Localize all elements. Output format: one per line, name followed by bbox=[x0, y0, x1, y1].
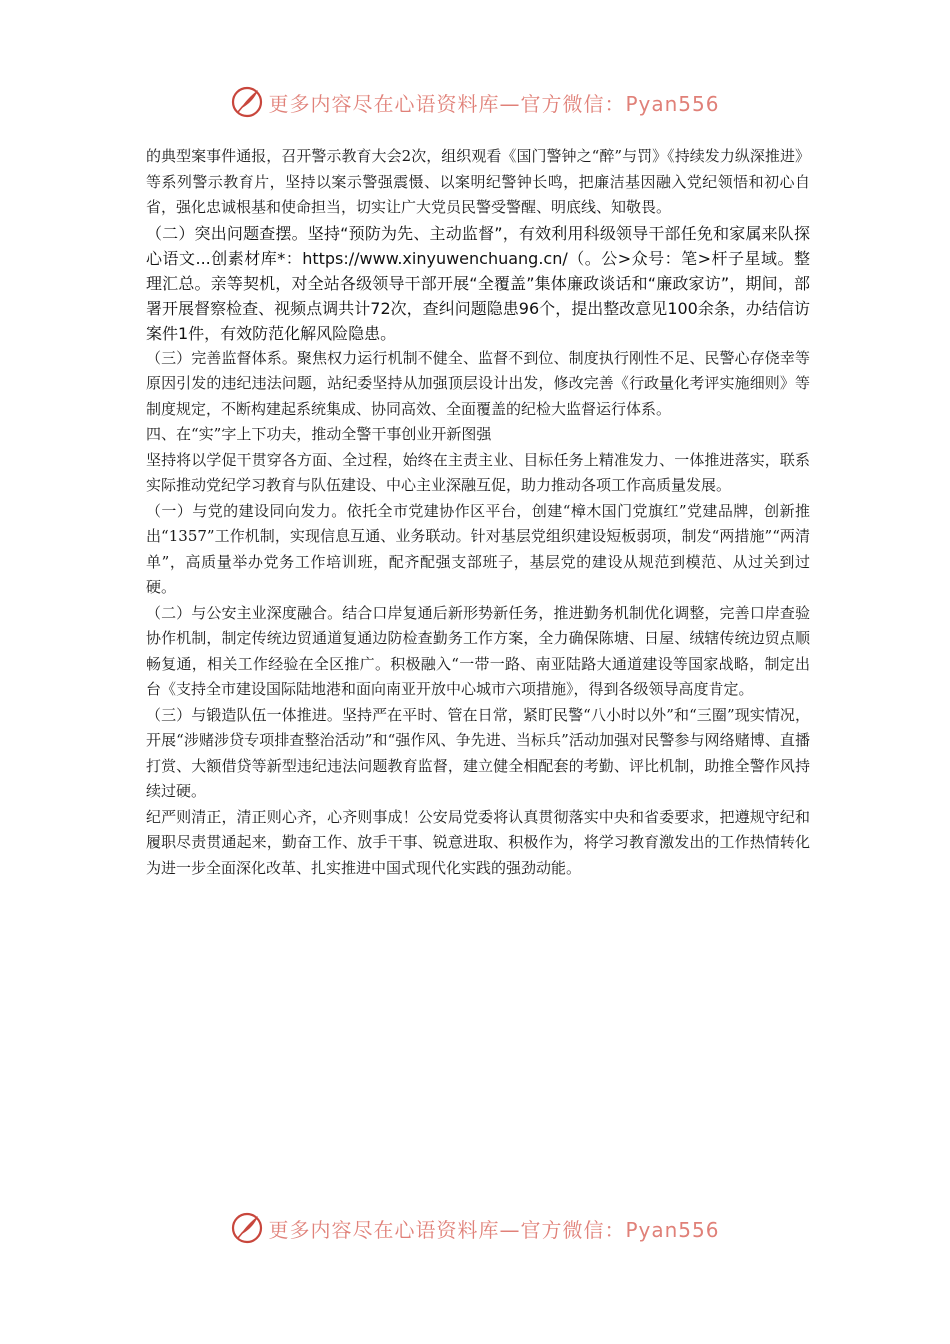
paragraph-8: （三）与锻造队伍一体推进。坚持严在平时、管在日常，紧盯民警“八小时以外”和“三圈”现实情况，开展“涉赌涉贷专项排查整治活动”和“强作风、争先进、当标兵”活动加强对民警参与网络赌博、直播打赏、大额借贷等新型违纪违法问题教育监督，建立健全相配套的考勤、评比机制，助推全警作风持续过硬。 bbox=[146, 705, 810, 800]
paragraph-5: 坚持将以学促干贯穿各方面、全过程，始终在主责主业、目标任务上精准发力、一体推进落实，联系实际推动党纪学习教育与队伍建设、中心主业深融互促，助力推动各项工作高质量发展。 bbox=[146, 450, 810, 494]
quill-logo-icon bbox=[230, 1211, 264, 1245]
banner-text: 更多内容尽在心语资料库—官方微信：Pyan556 bbox=[268, 91, 720, 116]
header-banner bbox=[0, 84, 950, 120]
quill-logo-icon bbox=[230, 85, 264, 119]
document-body bbox=[146, 144, 810, 881]
paragraph-2: （二）突出问题查摆。坚持“预防为先、主动监督”，有效利用科级领导干部任免和家属来队探心语文...创素材库*：https://www.xinyuwenchuang.cn/（。公>众号：笔>杆子星域。整理汇总。亲等契机，对全站各级领导干部开展“全覆盖”集体廉政谈话和“廉政家访”，期间，部署开展督察检查、视频点调共计72次，查纠问题隐患96个，提出整改意见100余条，办结信访案件1件，有效防范化解风险隐患。 bbox=[146, 223, 810, 343]
paragraph-6: （一）与党的建设同向发力。依托全市党建协作区平台，创建“樟木国门党旗红”党建品牌，创新推出“1357”工作机制，实现信息互通、业务联动。针对基层党组织建设短板弱项，制发“两措施”“两清单”，高质量举办党务工作培训班，配齐配强支部班子，基层党的建设从规范到模范、从过关到过硬。 bbox=[146, 501, 810, 596]
banner-text: 更多内容尽在心语资料库—官方微信：Pyan556 bbox=[268, 1217, 720, 1242]
footer-banner bbox=[0, 1210, 950, 1246]
section-heading-4: 四、在“实”字上下功夫，推动全警干事创业开新图强 bbox=[146, 425, 492, 443]
paragraph-1: 的典型案事件通报，召开警示教育大会2次，组织观看《国门警钟之“醉”与罚》《持续发力纵深推进》等系列警示教育片，坚持以案示警强震慑、以案明纪警钟长鸣，把廉洁基因融入党纪领悟和初心自省，强化忠诚根基和使命担当，切实让广大党员民警受警醒、明底线、知敬畏。 bbox=[146, 147, 810, 216]
paragraph-9: 纪严则清正，清正则心齐，心齐则事成！公安局党委将认真贯彻落实中央和省委要求，把遵规守纪和履职尽责贯通起来，勤奋工作、放手干事、锐意进取、积极作为，将学习教育激发出的工作热情转化为进一步全面深化改革、扎实推进中国式现代化实践的强劲动能。 bbox=[146, 807, 810, 877]
paragraph-7: （二）与公安主业深度融合。结合口岸复通后新形势新任务，推进勤务机制优化调整，完善口岸查验协作机制，制定传统边贸通道复通边防检查勤务工作方案，全力确保陈塘、日屋、绒辖传统边贸点顺畅复通，相关工作经验在全区推广。积极融入“一带一路、南亚陆路大通道建设等国家战略，制定出台《支持全市建设国际陆地港和面向南亚开放中心城市六项措施》，得到各级领导高度肯定。 bbox=[146, 603, 810, 698]
paragraph-3: （三）完善监督体系。聚焦权力运行机制不健全、监督不到位、制度执行刚性不足、民警心存侥幸等原因引发的违纪违法问题，站纪委坚持从加强顶层设计出发，修改完善《行政量化考评实施细则》等制度规定，不断构建起系统集成、协同高效、全面覆盖的纪检大监督运行体系。 bbox=[146, 348, 810, 418]
